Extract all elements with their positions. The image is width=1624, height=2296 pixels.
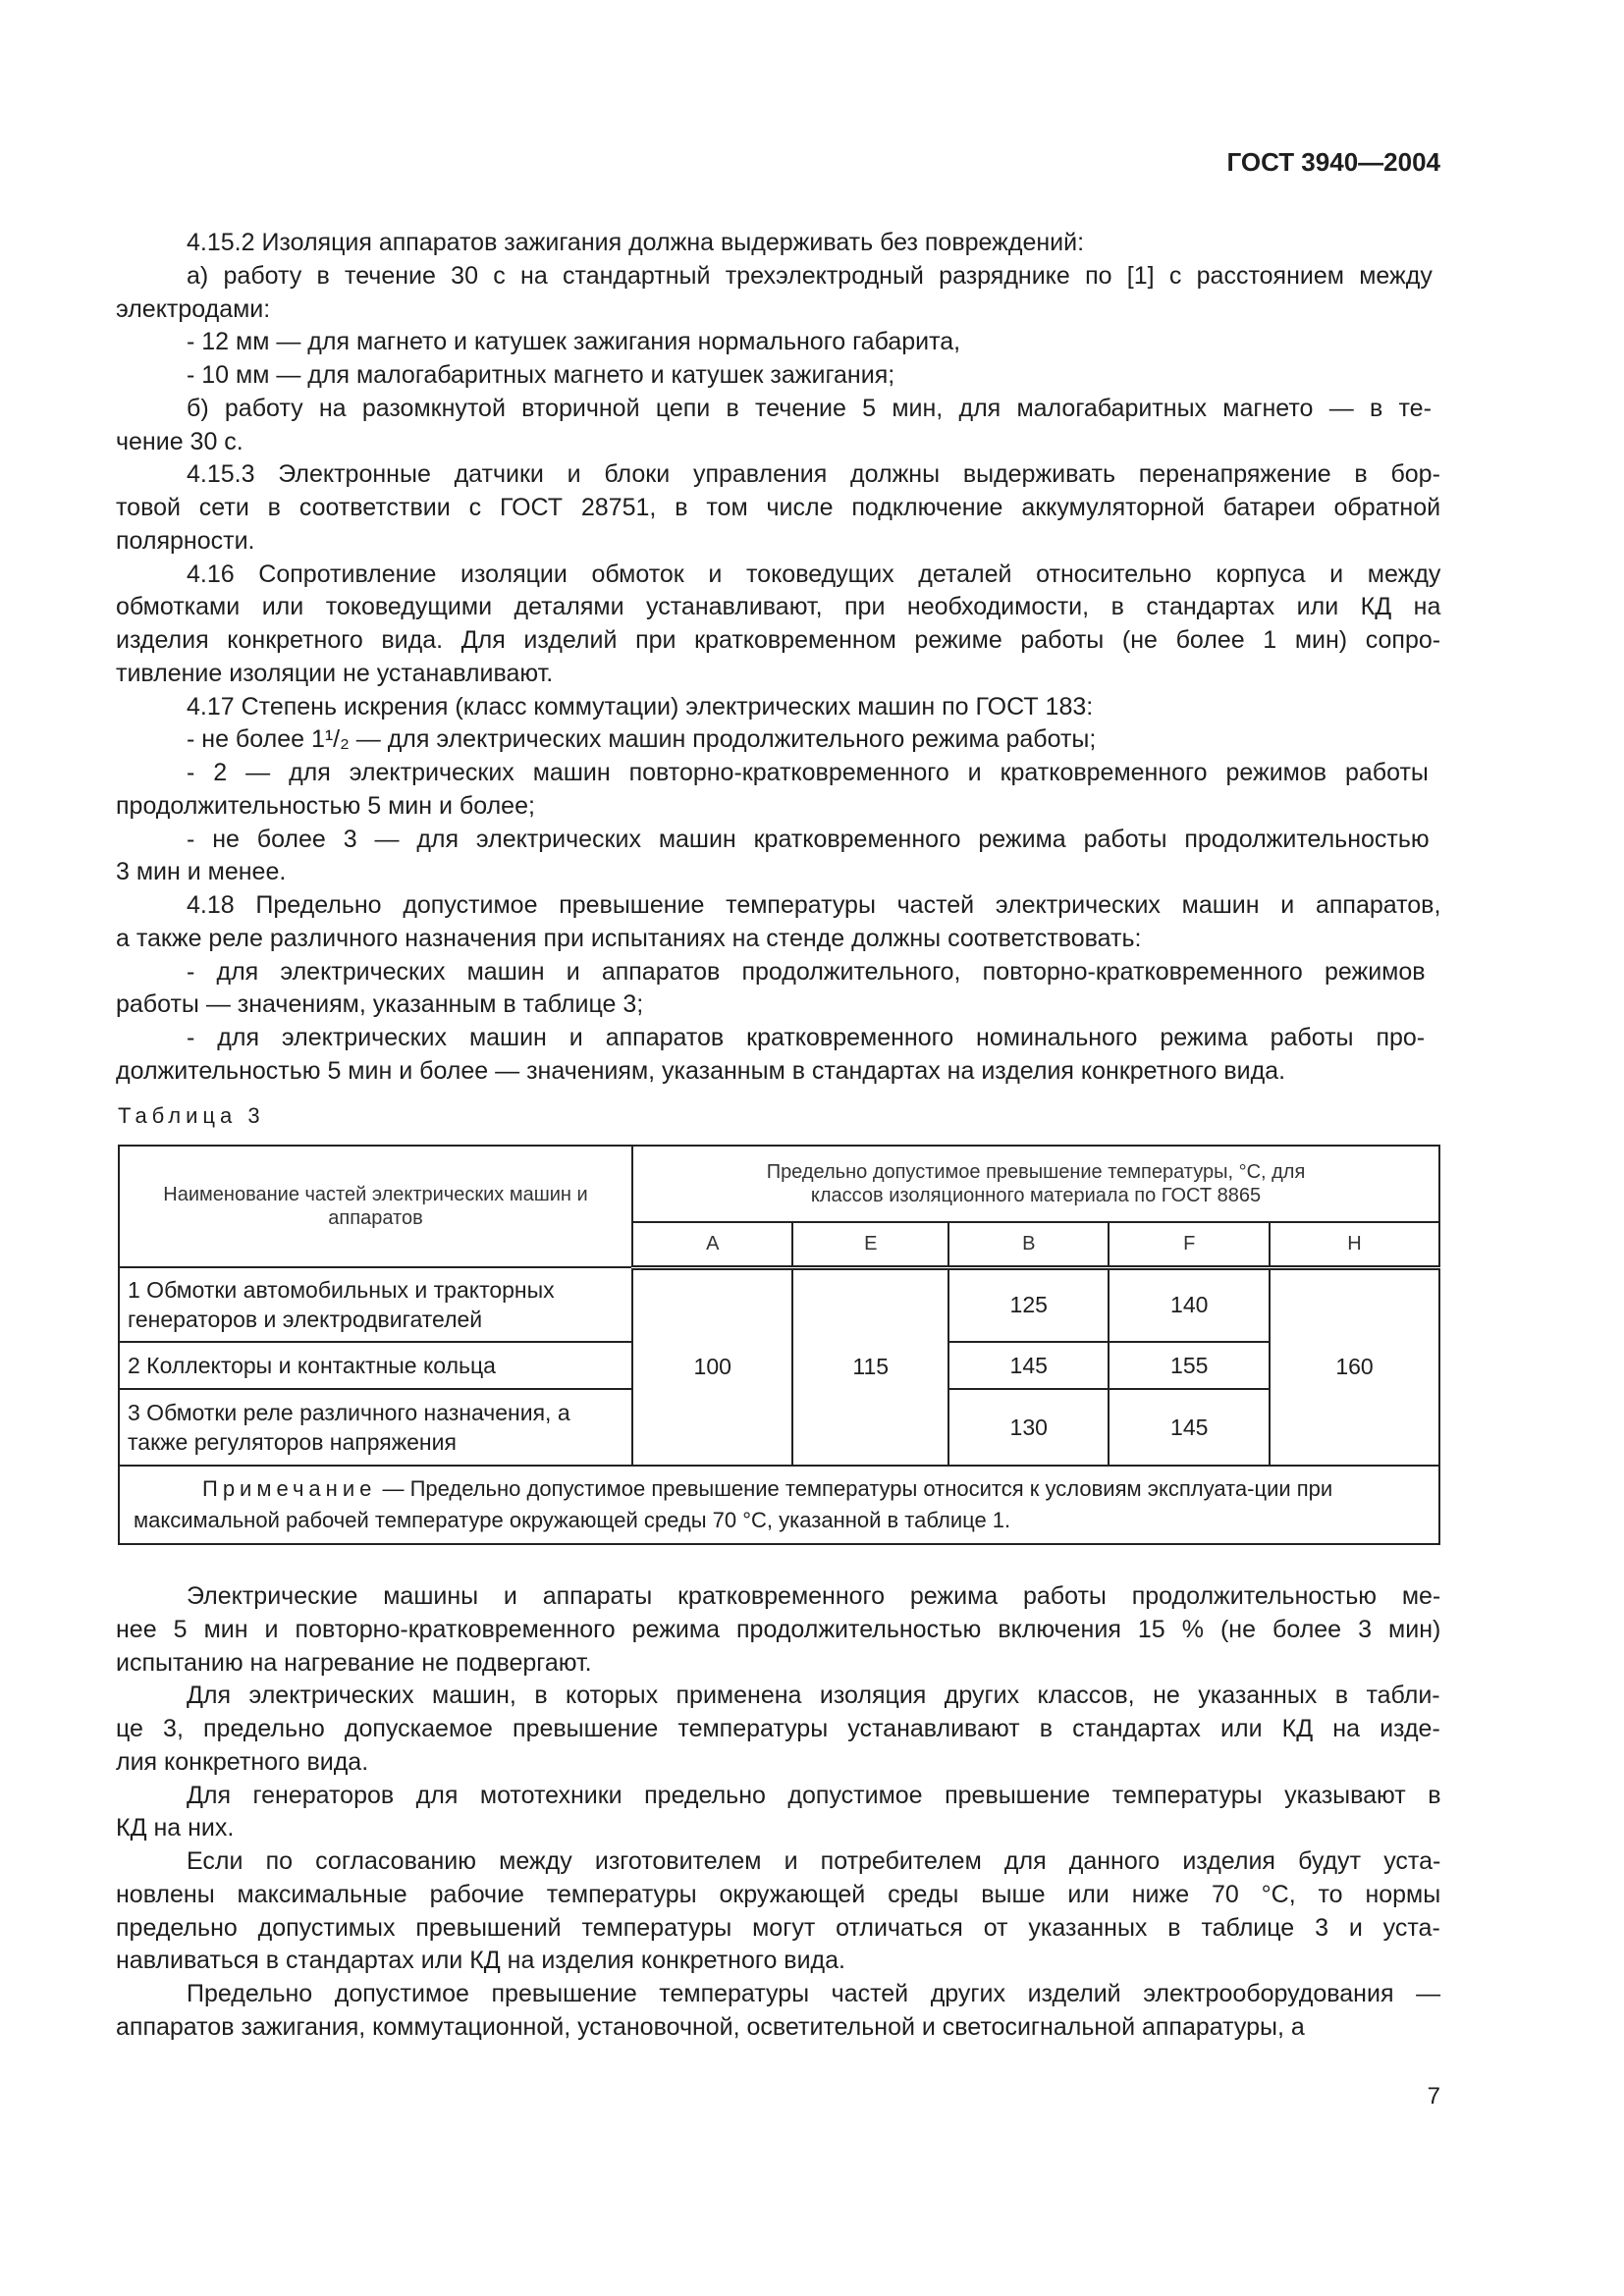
paragraph <box>116 757 1440 824</box>
page-number: 7 <box>1427 2083 1440 2109</box>
text-line <box>116 1647 1440 1681</box>
cell-class-f: 145 <box>1109 1389 1270 1466</box>
table-note <box>119 1466 1439 1544</box>
class-header: Н <box>1270 1222 1439 1267</box>
row-name: 3 Обмотки реле различного назначения, а также регуляторов напряжения <box>119 1389 632 1466</box>
row-name: 1 Обмотки автомобильных и тракторных генераторов и электродвигателей <box>119 1267 632 1342</box>
line-text: изделия конкретного вида. Для изделий при кратковременном режиме работы (не более 1 мин) сопро- <box>116 626 1441 654</box>
line-text: товой сети в соответствии с ГОСТ 28751, в том числе подключение аккумуляторной батареи обратной <box>116 494 1441 521</box>
text-line <box>116 856 1440 889</box>
text-line <box>116 294 1440 327</box>
text-line <box>116 1614 1440 1647</box>
note-text: — Предельно допустимое превышение температуры относится к условиям эксплуата-ции при максимальной рабочей температуре окружающей среды 70 °С, указанной в таблице 1. <box>134 1476 1333 1532</box>
text-line <box>116 824 1440 857</box>
text-line <box>116 458 1440 492</box>
line-text: а также реле различного назначения при испытаниях на стенде должны соответствовать: <box>116 924 1142 952</box>
cell-class-b: 130 <box>948 1389 1109 1466</box>
line-text: работы — значениям, указанным в таблице 3; <box>116 990 644 1019</box>
line-text: це 3, предельно допускаемое превышение температуры устанавливают в стандартах или КД на изде- <box>116 1715 1440 1742</box>
paragraph <box>116 559 1440 691</box>
paragraph <box>116 824 1440 890</box>
paragraph <box>116 723 1440 757</box>
text-line <box>116 525 1440 559</box>
text-line <box>116 260 1440 294</box>
section-4-15-to-4-18 <box>116 227 1440 1089</box>
line-text: Для генераторов для мототехники предельно допустимое превышение температуры указывают в <box>187 1781 1441 1809</box>
class-header: Е <box>792 1222 948 1267</box>
text-line <box>116 1055 1440 1089</box>
cell-class-b: 145 <box>948 1342 1109 1389</box>
text-line <box>116 1780 1440 1813</box>
text-line <box>116 1746 1440 1780</box>
line-text: навливаться в стандартах или КД на изделия конкретного вида. <box>116 1947 845 1975</box>
line-text: тивление изоляции не устанавливают. <box>116 659 554 687</box>
paragraph <box>116 1022 1440 1089</box>
post-table-paragraphs <box>116 1580 1440 2045</box>
text-line <box>116 359 1440 393</box>
paragraph <box>116 260 1440 327</box>
cell-class-b: 125 <box>948 1267 1109 1342</box>
text-line <box>116 923 1440 956</box>
line-text: Если по согласованию между изготовителем и потребителем для данного изделия будут уста- <box>187 1847 1441 1875</box>
line-text: полярности. <box>116 526 255 555</box>
text-line <box>116 658 1440 691</box>
note-label: Примечание <box>202 1476 377 1501</box>
col-header-temperature: Предельно допустимое превышение температуры, °С, для классов изоляционного материала по ГОСТ 8865 <box>632 1146 1439 1222</box>
line-text: чение 30 с. <box>116 427 244 455</box>
line-text: - не более 3 — для электрических машин кратковременного режима работы продолжительностью <box>187 825 1430 853</box>
text-line <box>116 790 1440 824</box>
row-name: 2 Коллекторы и контактные кольца <box>119 1342 632 1389</box>
paragraph <box>116 889 1440 956</box>
cell-class-f: 155 <box>1109 1342 1270 1389</box>
text-line <box>116 1978 1440 2011</box>
cell-class-h: 160 <box>1270 1267 1439 1466</box>
cell-class-f: 140 <box>1109 1267 1270 1342</box>
line-text: 4.18 Предельно допустимое превышение температуры частей электрических машин и аппаратов, <box>187 891 1441 919</box>
line-text: 4.15.2 Изоляция аппаратов зажигания должна выдерживать без повреждений: <box>187 229 1085 256</box>
paragraph <box>116 1580 1440 1680</box>
paragraph <box>116 691 1440 724</box>
text-line <box>116 227 1440 260</box>
line-text: новлены максимальные рабочие температуры окружающей среды выше или ниже 70 °С, то нормы <box>116 1880 1441 1908</box>
line-text: б) работу на разомкнутой вторичной цепи в течение 5 мин, для малогабаритных магнето — в те- <box>187 394 1432 422</box>
paragraph <box>116 227 1440 260</box>
text-line <box>116 326 1440 359</box>
paragraph <box>116 458 1440 558</box>
line-text: - для электрических машин и аппаратов кратковременного номинального режима работы про- <box>187 1024 1426 1051</box>
line-text: Предельно допустимое превышение температуры частей других изделий электрооборудования — <box>187 1980 1441 2007</box>
paragraph <box>116 326 1440 359</box>
class-header: В <box>948 1222 1109 1267</box>
line-text: предельно допустимых превышений температуры могут отличаться от указанных в таблице 3 и уста- <box>116 1913 1440 1942</box>
line-text: 4.16 Сопротивление изоляции обмоток и токоведущих деталей относительно корпуса и между <box>187 560 1441 588</box>
line-text: - 10 мм — для малогабаритных магнето и катушек зажигания; <box>187 361 895 389</box>
line-text: аппаратов зажигания, коммутационной, установочной, осветительной и светосигнальной аппаратуры, а <box>116 2012 1305 2041</box>
text-line <box>116 559 1440 592</box>
paragraph <box>116 359 1440 393</box>
text-line <box>116 426 1440 459</box>
paragraph <box>116 956 1440 1023</box>
paragraph <box>116 393 1440 459</box>
text-line <box>116 1580 1440 1614</box>
text-line <box>116 691 1440 724</box>
class-header: F <box>1109 1222 1270 1267</box>
table-3 <box>118 1145 1440 1545</box>
col-header-part-name: Наименование частей электрических машин и аппаратов <box>119 1146 632 1267</box>
line-text: должительностью 5 мин и более — значениям, указанным в стандартах на изделия конкретного вида. <box>116 1056 1286 1085</box>
line-text: продолжительностью 5 мин и более; <box>116 791 535 820</box>
text-line <box>116 1912 1440 1946</box>
line-text: электродами: <box>116 294 271 323</box>
cell-class-e: 115 <box>792 1267 948 1466</box>
text-line <box>116 393 1440 426</box>
cell-class-a: 100 <box>632 1267 792 1466</box>
text-line <box>116 624 1440 658</box>
line-text: - не более 1¹/₂ — для электрических машин продолжительного режима работы; <box>187 725 1097 754</box>
paragraph <box>116 1680 1440 1779</box>
text-line <box>116 1812 1440 1845</box>
text-line <box>116 956 1440 989</box>
line-text: лия конкретного вида. <box>116 1747 369 1776</box>
text-line <box>116 988 1440 1022</box>
text-line <box>116 1713 1440 1746</box>
line-text: 4.15.3 Электронные датчики и блоки управления должны выдерживать перенапряжение в бор- <box>187 460 1440 489</box>
text-line <box>116 492 1440 525</box>
line-text: - 12 мм — для магнето и катушек зажигания нормального габарита, <box>187 328 961 356</box>
line-text: испытанию на нагревание не подвергают. <box>116 1648 592 1677</box>
document-id: ГОСТ 3940—2004 <box>1226 147 1440 177</box>
table-row <box>119 1267 1439 1342</box>
line-text: 3 мин и менее. <box>116 858 287 886</box>
paragraph <box>116 1978 1440 2045</box>
text-line <box>116 889 1440 923</box>
text-line <box>116 1845 1440 1879</box>
table-caption: Таблица 3 <box>118 1103 265 1128</box>
line-text: нее 5 мин и повторно-кратковременного режима продолжительностью включения 15 % (не более 3 мин) <box>116 1615 1441 1643</box>
line-text: а) работу в течение 30 с на стандартный трехэлектродный разряднике по [1] с расстоянием между <box>187 261 1433 290</box>
text-line <box>116 2011 1440 2045</box>
text-line <box>116 1879 1440 1912</box>
line-text: КД на них. <box>116 1814 235 1842</box>
line-text: обмотками или токоведущими деталями устанавливают, при необходимости, в стандартах или КД на <box>116 593 1441 621</box>
class-header: А <box>632 1222 792 1267</box>
line-text: Для электрических машин, в которых применена изоляция других классов, не указанных в табли- <box>187 1682 1440 1710</box>
paragraph <box>116 1780 1440 1846</box>
line-text: - для электрических машин и аппаратов продолжительного, повторно-кратковременного режимов <box>187 957 1426 986</box>
text-line <box>116 757 1440 790</box>
text-line <box>116 1680 1440 1713</box>
line-text: 4.17 Степень искрения (класс коммутации) электрических машин по ГОСТ 183: <box>187 692 1094 721</box>
line-text: Электрические машины и аппараты кратковременного режима работы продолжительностью ме- <box>187 1582 1441 1610</box>
text-line <box>116 1945 1440 1978</box>
text-line <box>116 1022 1440 1055</box>
text-line <box>116 723 1440 757</box>
text-line <box>116 591 1440 624</box>
paragraph <box>116 1845 1440 1978</box>
line-text: - 2 — для электрических машин повторно-кратковременного и кратковременного режимов работы <box>187 759 1429 786</box>
